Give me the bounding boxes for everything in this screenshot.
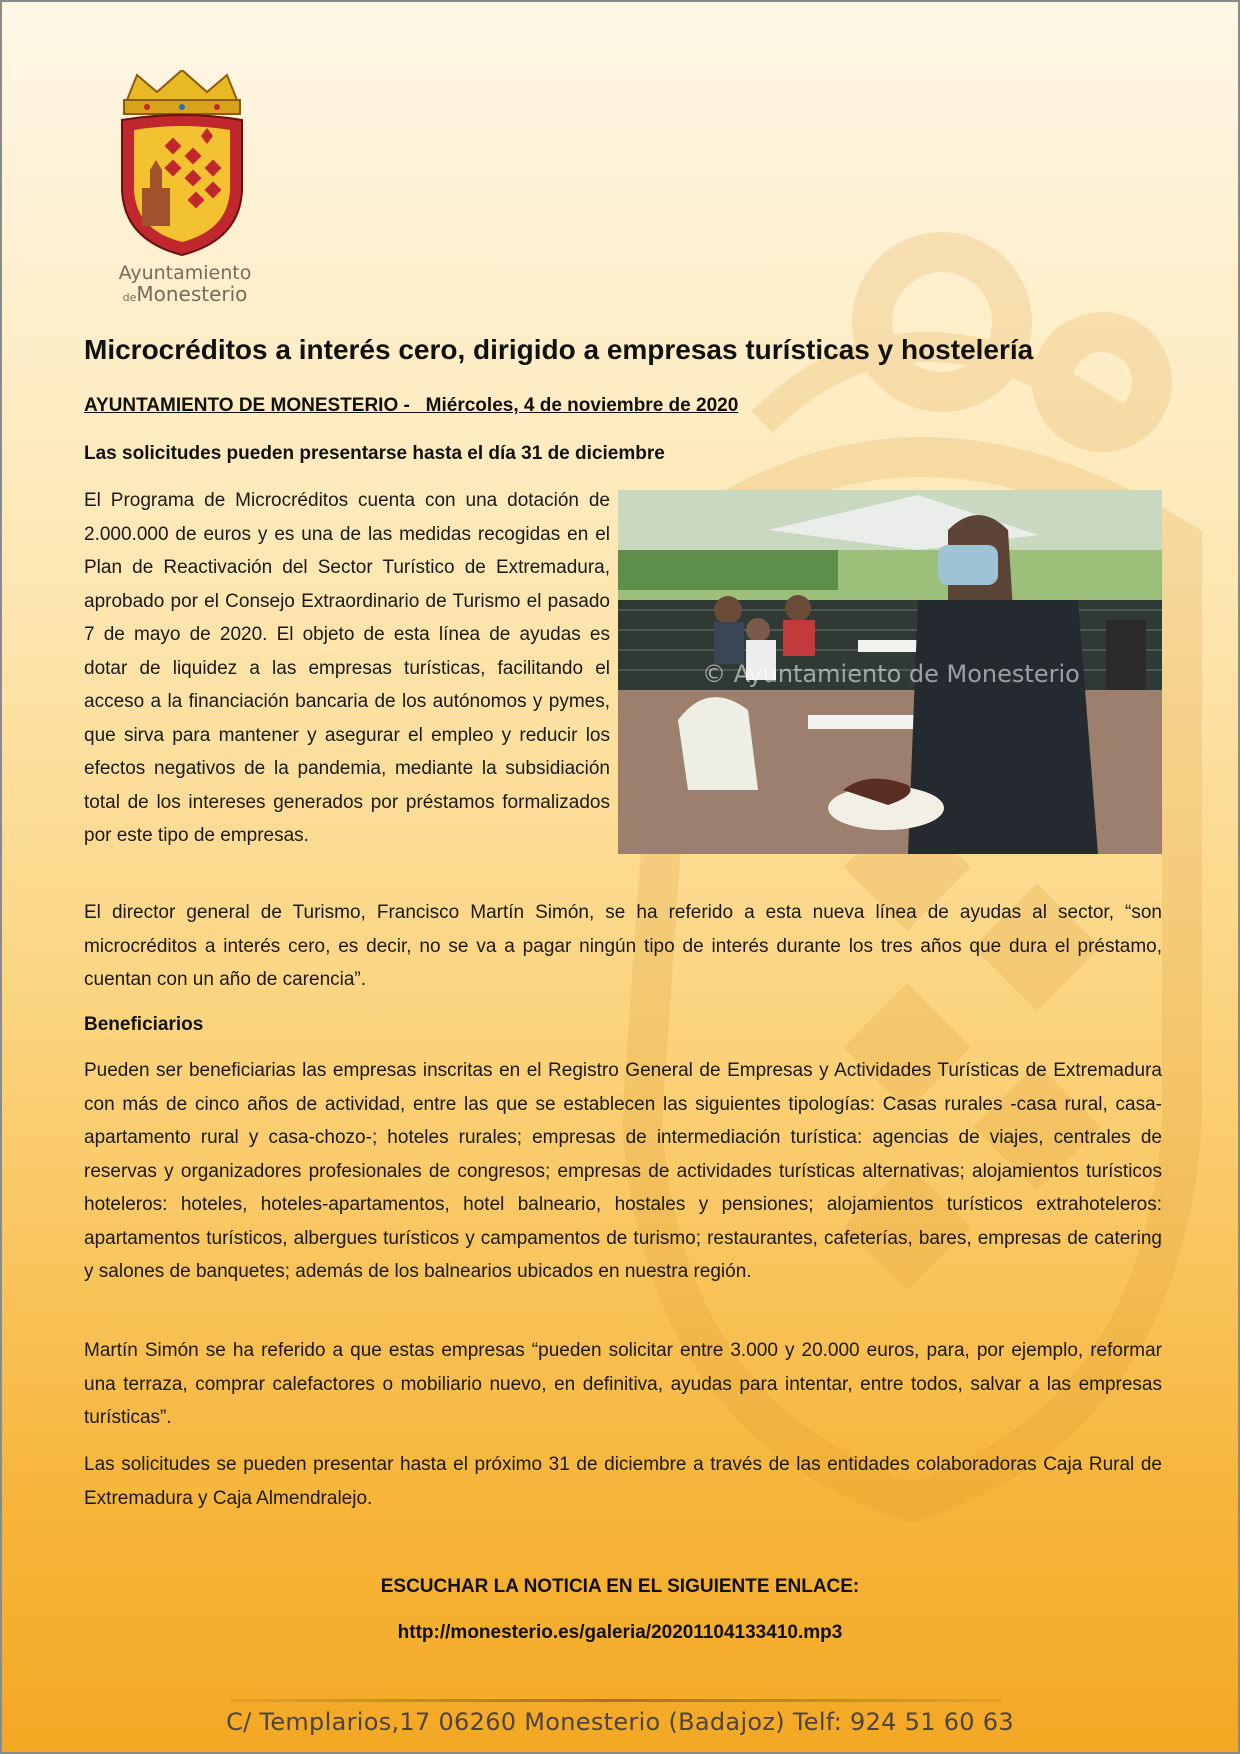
photo-watermark: © Ayuntamiento de Monesterio [702,660,1080,688]
article-title: Microcréditos a interés cero, dirigido a empresas turísticas y hostelería [84,334,1034,365]
municipal-crest-icon [112,70,252,260]
footer-divider [230,1699,1002,1702]
org-line-1: Ayuntamiento [118,262,252,284]
listen-label: ESCUCHAR LA NOTICIA EN EL SIGUIENTE ENLACE: [380,1576,860,1597]
paragraph-1: El Programa de Microcréditos cuenta con una dotación de 2.000.000 de euros y es una de las medidas recogidas en el Plan de Reactivación del Sector Turístico de Extremadura, aprobado por el Consejo Extraordinario de Turismo el pasado 7 de mayo de 2020. El objeto de esta línea de ayudas es dotar de liquidez a las empresas turísticas, facilitando el acceso a la financiación bancaria de los autónomos y pymes, que sirva para mantener y asegurar el empleo y reducir los efectos negativos de la pandemia, mediante la subsidiación total de los intereses generados por préstamos formalizados por este tipo de empresas. [84,490,610,846]
org-line-2-prefix: de [122,290,137,304]
article-photo [618,490,1162,854]
paragraph-4: Martín Simón se ha referido a que estas empresas “pueden solicitar entre 3.000 y 20.000 euros, para, por ejemplo, reformar una terraza, comprar calefactores o mobiliario nuevo, en definitiva, ayudas para intentar, entre todos, salvar a las empresas turísticas”. [84,1340,1162,1428]
beneficiaries-heading: Beneficiarios [84,1014,204,1035]
org-line-2 [110,281,260,306]
org-line-2-name: Monesterio [136,281,248,306]
paragraph-2: El director general de Turismo, Francisco Martín Simón, se ha referido a esta nueva línea de ayudas al sector, “son microcréditos a interés cero, es decir, no se va a pagar ningún tipo de interés durante los tres años que dura el préstamo, cuentan con un año de carencia”. [84,902,1162,990]
paragraph-5: Las solicitudes se pueden presentar hasta el próximo 31 de diciembre a través de las entidades colaboradoras Caja Rural de Extremadura y Caja Almendralejo. [84,1454,1162,1509]
footer-address: C/ Templarios,17 06260 Monesterio (Badajoz) Telf: 924 51 60 63 [226,1708,1014,1736]
audio-link[interactable]: http://monesterio.es/galeria/20201104133410.mp3 [397,1622,843,1643]
organization-name [110,264,260,305]
paragraph-3: Pueden ser beneficiarias las empresas inscritas en el Registro General de Empresas y Actividades Turísticas de Extremadura con más de cinco años de actividad, entre las que se establecen las siguientes tipologías: Casas rurales -casa rural, casa-apartamento rural y casa-chozo-; hoteles rurales; empresas de intermediación turística: agencias de viajes, centrales de reservas y organizadores profesionales de congresos; empresas de actividades turísticas alternativas; alojamientos turísticos hoteleros: hoteles, hoteles-apartamentos, hotel balneario, hostales y pensiones; alojamientos turísticos extrahoteleros: apartamentos turísticos, albergues turísticos y campamentos de turismo; restaurantes, cafeterías, bares, empresas de catering y salones de banquetes; además de los balnearios ubicados en nuestra región. [84,1060,1162,1282]
article-byline: AYUNTAMIENTO DE MONESTERIO - Miércoles, 4 de noviembre de 2020 [84,395,739,416]
article-subtitle: Las solicitudes pueden presentarse hasta el día 31 de diciembre [84,443,665,464]
